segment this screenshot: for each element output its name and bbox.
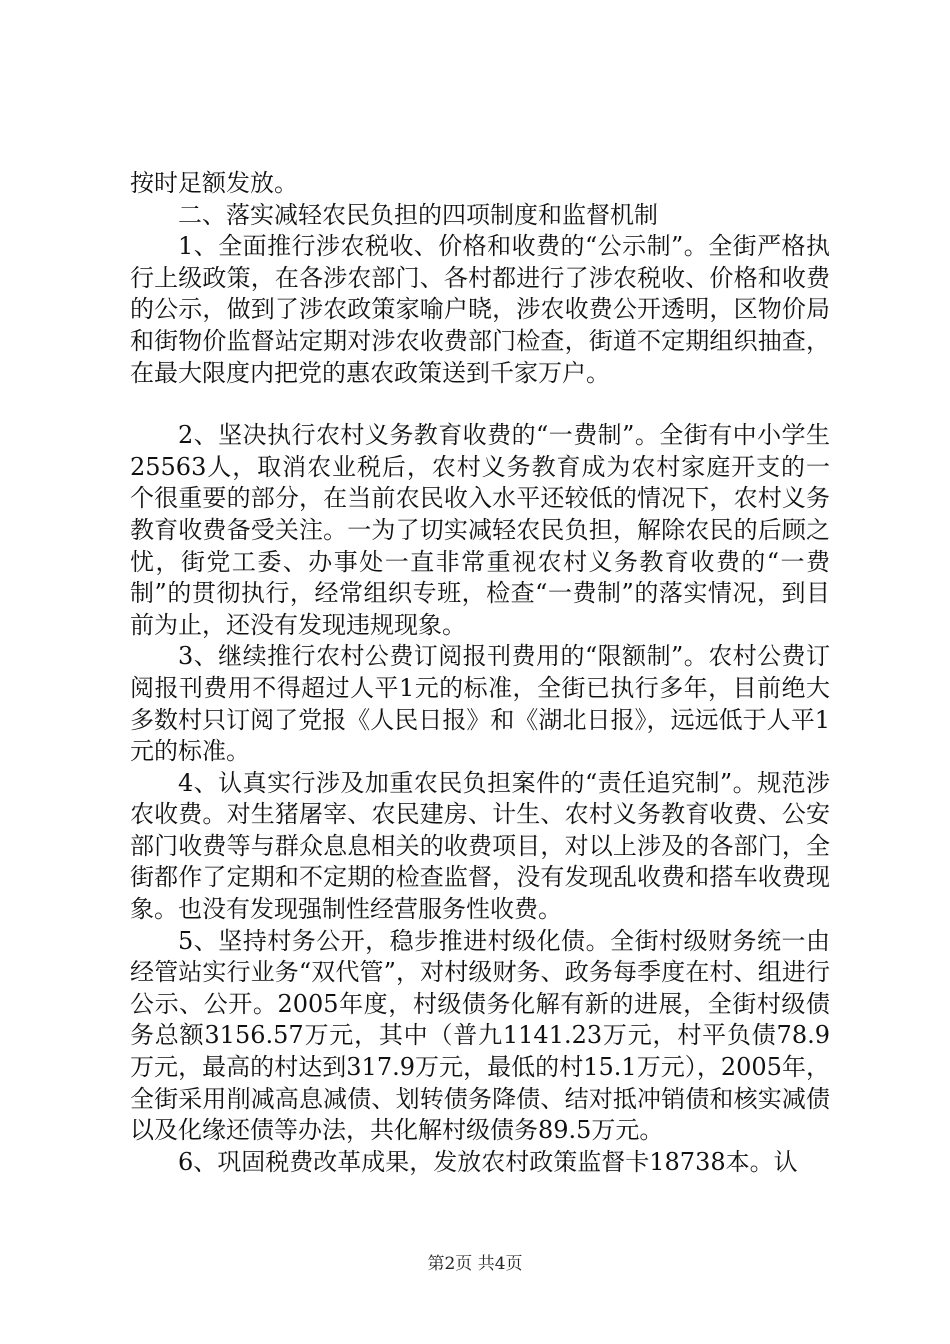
paragraph-2: 2、坚决执行农村义务教育收费的“一费制”。全街有中小学生25563人，取消农业税后，农村义务教育成为农村家庭开支的一个很重要的部分，在当前农民收入水平还较低的情况下，农村义务教育收费备受关注。一为了切实减轻农民负担，解除农民的后顾之忧，街党工委、办事处一直非常重视农村义务教育收费的“一费制”的贯彻执行，经常组织专班，检查“一费制”的落实情况，到目前为止，还没有发现违规现象。 bbox=[130, 421, 830, 639]
section-heading: 二、落实减轻农民负担的四项制度和监督机制 bbox=[178, 200, 658, 229]
paragraph-5: 5、坚持村务公开，稳步推进村级化债。全街村级财务统一由经管站实行业务“双代管”，对村级财务、政务每季度在村、组进行公示、公开。2005年度，村级债务化解有新的进展，全街村级债务总额3156.57万元，其中（普九1141.23万元，村平负债78.9万元，最高的村达到317.9万元，最低的村15.1万元），2005年，全街采用削减高息减债、划转债务降债、结对抵冲销债和核实减债以及化缘还债等办法，共化解村级债务89.5万元。 bbox=[130, 926, 830, 1145]
paragraph-3: 3、继续推行农村公费订阅报刊费用的“限额制”。农村公费订阅报刊费用不得超过人平1元的标准，全街已执行多年，目前绝大多数村只订阅了党报《人民日报》和《湖北日报》，远远低于人平1元的标准。 bbox=[130, 642, 830, 766]
page-footer: 第2页 共4页 bbox=[427, 1254, 523, 1274]
paragraph-6: 6、巩固税费改革成果，发放农村政策监督卡18738本。认 bbox=[178, 1147, 798, 1176]
paragraph-continuation: 按时足额发放。 bbox=[130, 169, 298, 197]
paragraph-4: 4、认真实行涉及加重农民负担案件的“责任追究制”。规范涉农收费。对生猪屠宰、农民建房、计生、农村义务教育收费、公安部门收费等与群众息息相关的收费项目，对以上涉及的各部门，全街都作了定期和不定期的检查监督，没有发现乱收费和搭车收费现象。也没有发现强制性经营服务性收费。 bbox=[130, 768, 830, 924]
document-body bbox=[130, 168, 830, 1178]
paragraph-1: 1、全面推行涉农税收、价格和收费的“公示制”。全街严格执行上级政策，在各涉农部门、各村都进行了涉农税收、价格和收费的公示，做到了涉农政策家喻户晓，涉农收费公开透明，区物价局和街物价监督站定期对涉农收费部门检查，街道不定期组织抽查，在最大限度内把党的惠农政策送到千家万户。 bbox=[130, 232, 830, 387]
